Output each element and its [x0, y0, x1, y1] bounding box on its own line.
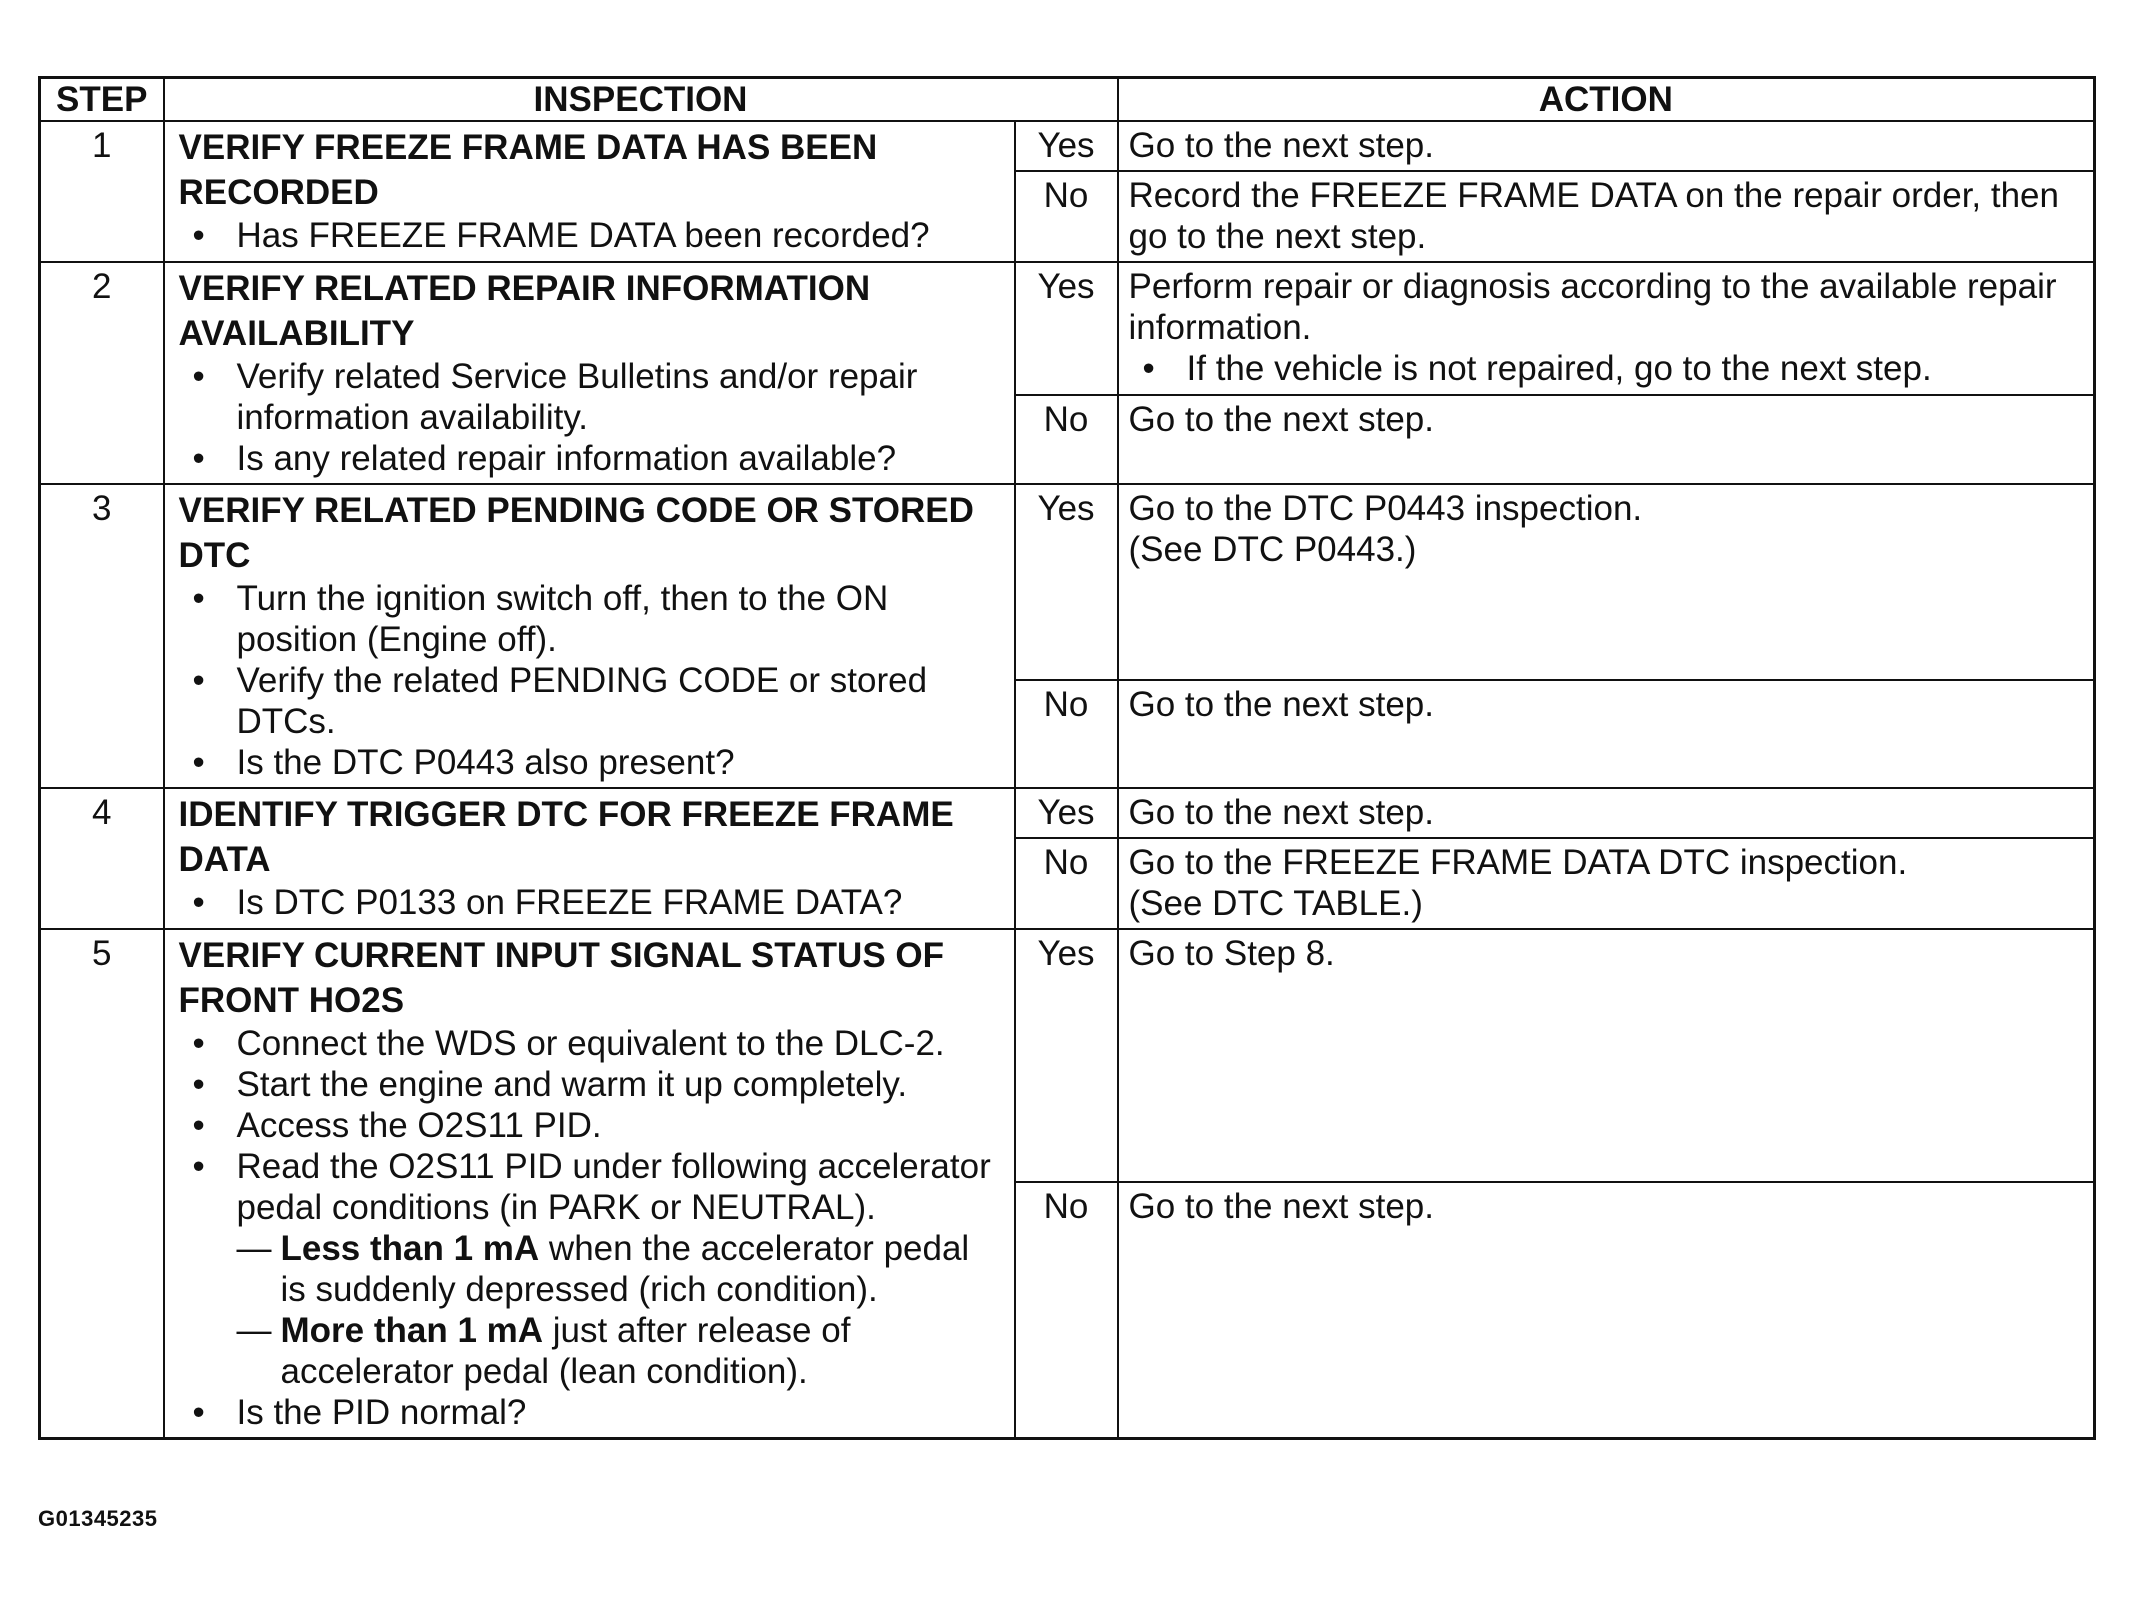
inspection-bullets [179, 356, 1002, 479]
bullet-item: • Is DTC P0133 on FREEZE FRAME DATA? [179, 882, 1002, 923]
step-2-yes-row [40, 262, 2095, 395]
inspection-bullets [179, 1023, 1002, 1433]
condition-threshold: Less than 1 mA [280, 1229, 540, 1268]
inspection-title: IDENTIFY TRIGGER DTC FOR FREEZE FRAME DATA [178, 795, 954, 879]
action-bullets [1129, 348, 2084, 389]
step-number: 1 [40, 121, 164, 262]
header-inspection: INSPECTION [164, 78, 1118, 122]
diagnostic-table [38, 76, 2096, 1440]
condition-text: just after release of accelerator pedal (lean condition). [280, 1311, 851, 1391]
step-number: 3 [40, 484, 164, 788]
bullet-item: • Verify the related PENDING CODE or stored DTCs. [179, 660, 1002, 742]
inspection-title: VERIFY RELATED PENDING CODE OR STORED DTC [178, 491, 974, 575]
no-action [1118, 838, 2095, 929]
condition-item [237, 1310, 1002, 1392]
no-label: No [1015, 171, 1118, 262]
inspection-bullets [179, 578, 1002, 783]
bullet-item: • If the vehicle is not repaired, go to the next step. [1129, 348, 2084, 389]
condition-text: when the accelerator pedal is suddenly depressed (rich condition). [280, 1229, 970, 1309]
step-4-inspection [164, 788, 1015, 929]
no-action-reference: (See DTC TABLE.) [1128, 884, 1423, 923]
yes-action [1118, 262, 2095, 395]
bullet-text: Read the O2S11 PID under following accelerator pedal conditions (in PARK or NEUTRAL). [236, 1147, 991, 1227]
header-step: STEP [40, 78, 164, 122]
condition-item [237, 1228, 1002, 1310]
step-number: 5 [40, 929, 164, 1439]
em-dash: — [236, 1229, 272, 1268]
yes-action: Go to Step 8. [1118, 929, 2095, 1182]
step-1-yes-row [40, 121, 2095, 171]
step-4-yes-row [40, 788, 2095, 838]
step-2-inspection [164, 262, 1015, 484]
no-label: No [1015, 395, 1118, 484]
header-row [40, 78, 2095, 122]
step-5-inspection [164, 929, 1015, 1439]
yes-label: Yes [1015, 788, 1118, 838]
step-3-yes-row [40, 484, 2095, 680]
no-action: Record the FREEZE FRAME DATA on the repair order, then go to the next step. [1118, 171, 2095, 262]
yes-label: Yes [1015, 484, 1118, 680]
yes-action-text: Perform repair or diagnosis according to the available repair information. [1128, 267, 2057, 347]
header-action: ACTION [1118, 78, 2095, 122]
inspection-title: VERIFY FREEZE FRAME DATA HAS BEEN RECORDED [178, 128, 878, 212]
bullet-item: • Access the O2S11 PID. [179, 1105, 1002, 1146]
condition-threshold: More than 1 mA [280, 1311, 544, 1350]
inspection-bullets [179, 215, 1002, 256]
no-action-text: Go to the FREEZE FRAME DATA DTC inspection. [1128, 843, 1908, 882]
yes-label: Yes [1015, 929, 1118, 1182]
step-number: 2 [40, 262, 164, 484]
bullet-item: • Is the PID normal? [179, 1392, 1002, 1433]
yes-action-text: Go to the DTC P0443 inspection. [1128, 489, 1643, 528]
figure-id: G01345235 [38, 1506, 158, 1531]
yes-action: Go to the next step. [1118, 121, 2095, 171]
yes-action-reference: (See DTC P0443.) [1128, 530, 1417, 569]
inspection-bullets [179, 882, 1002, 923]
bullet-item: • Verify related Service Bulletins and/or repair information availability. [179, 356, 1002, 438]
no-action: Go to the next step. [1118, 680, 2095, 788]
bullet-item: • Connect the WDS or equivalent to the DLC-2. [179, 1023, 1002, 1064]
no-label: No [1015, 1182, 1118, 1438]
condition-list [237, 1228, 1002, 1392]
bullet-item: • Has FREEZE FRAME DATA been recorded? [179, 215, 1002, 256]
em-dash: — [236, 1311, 272, 1350]
yes-label: Yes [1015, 262, 1118, 395]
no-action: Go to the next step. [1118, 1182, 2095, 1438]
step-1-inspection [164, 121, 1015, 262]
bullet-item: • Is the DTC P0443 also present? [179, 742, 1002, 783]
yes-label: Yes [1015, 121, 1118, 171]
inspection-title: VERIFY CURRENT INPUT SIGNAL STATUS OF FRONT HO2S [178, 936, 945, 1020]
step-5-yes-row [40, 929, 2095, 1182]
no-action: Go to the next step. [1118, 395, 2095, 484]
bullet-item: • Is any related repair information available? [179, 438, 1002, 479]
step-3-inspection [164, 484, 1015, 788]
bullet-item: • Start the engine and warm it up completely. [179, 1064, 1002, 1105]
bullet-item: • Turn the ignition switch off, then to the ON position (Engine off). [179, 578, 1002, 660]
step-number: 4 [40, 788, 164, 929]
yes-action [1118, 484, 2095, 680]
bullet-item [179, 1146, 1002, 1392]
inspection-title: VERIFY RELATED REPAIR INFORMATION AVAILABILITY [178, 269, 871, 353]
no-label: No [1015, 680, 1118, 788]
no-label: No [1015, 838, 1118, 929]
yes-action: Go to the next step. [1118, 788, 2095, 838]
